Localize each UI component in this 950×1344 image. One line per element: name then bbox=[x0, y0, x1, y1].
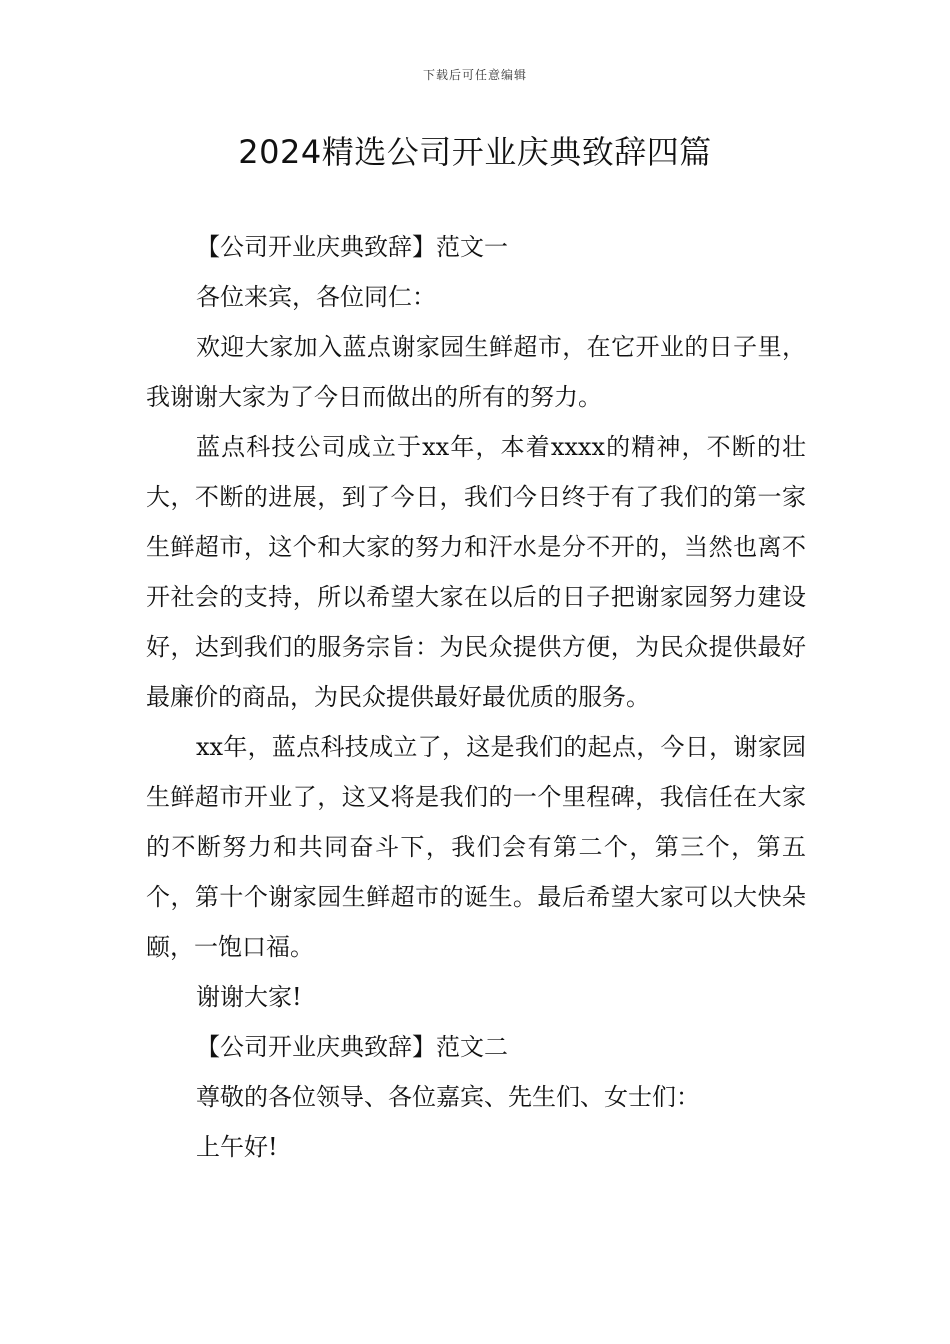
section-heading-2: 【公司开业庆典致辞】范文二 bbox=[196, 1033, 508, 1061]
section-heading-1: 【公司开业庆典致辞】范文一 bbox=[196, 233, 508, 261]
salutation-1: 各位来宾，各位同仁： bbox=[196, 283, 436, 311]
body-paragraph: 蓝点科技公司成立于xx年，本着xxxx的精神，不断的壮大，不断的进展，到了今日，我们今日终于有了我们的第一家生鲜超市，这个和大家的努力和汗水是分不开的，当然也离不开社会的支持，所以希望大家在以后的日子把谢家园努力建设好，达到我们的服务宗旨：为民众提供方便，为民众提供最好最廉价的商品，为民众提供最好最优质的服务。 bbox=[146, 433, 806, 711]
document-title: 2024精选公司开业庆典致辞四篇 bbox=[238, 133, 712, 171]
body-paragraph: 欢迎大家加入蓝点谢家园生鲜超市，在它开业的日子里，我谢谢大家为了今日而做出的所有的努力。 bbox=[146, 333, 806, 411]
closing-line: 谢谢大家! bbox=[196, 983, 302, 1011]
header-note: 下载后可任意编辑 bbox=[422, 68, 527, 82]
document-body bbox=[146, 222, 806, 1172]
greeting-line: 上午好! bbox=[196, 1133, 278, 1161]
salutation-2: 尊敬的各位领导、各位嘉宾、先生们、女士们： bbox=[196, 1083, 700, 1111]
body-paragraph: xx年，蓝点科技成立了，这是我们的起点，今日，谢家园生鲜超市开业了，这又将是我们的一个里程碑，我信任在大家的不断努力和共同奋斗下，我们会有第二个，第三个，第五个，第十个谢家园生鲜超市的诞生。最后希望大家可以大快朵颐，一饱口福。 bbox=[146, 733, 806, 961]
